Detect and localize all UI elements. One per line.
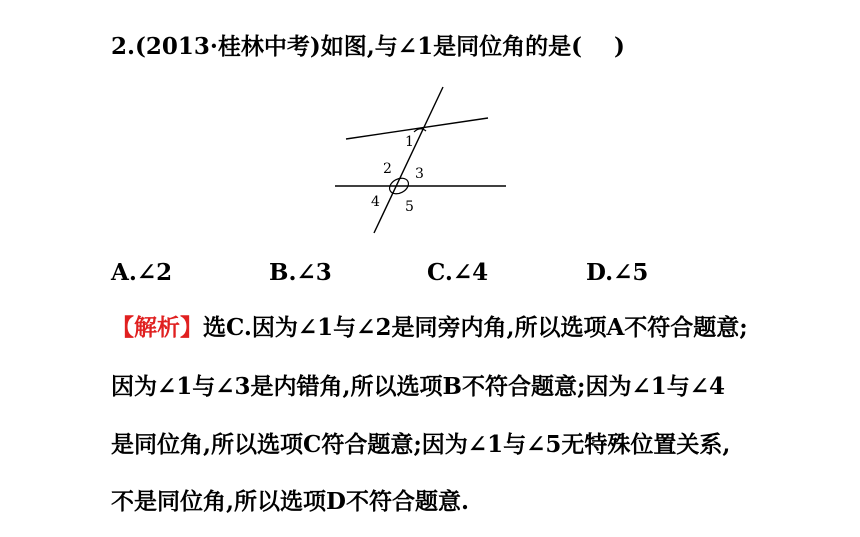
- explanation-line-3: 是同位角,所以选项C符合题意;因为∠1与∠5无特殊位置关系,: [111, 431, 731, 458]
- angle-label-4: 4: [371, 194, 380, 210]
- question-text: 2.(2013·桂林中考)如图,与∠1是同位角的是( ): [111, 33, 625, 60]
- option-b[interactable]: B.∠3: [269, 259, 332, 286]
- angle-label-2: 2: [383, 161, 392, 177]
- option-d[interactable]: D.∠5: [586, 259, 649, 286]
- angle-label-5: 5: [405, 199, 414, 215]
- angle-figure: [330, 82, 520, 242]
- upper-line: [346, 118, 488, 139]
- angle-label-3: 3: [415, 166, 424, 182]
- explanation-line-1: [111, 313, 748, 343]
- explanation-line-2: 因为∠1与∠3是内错角,所以选项B不符合题意;因为∠1与∠4: [111, 373, 726, 400]
- angle-label-1: 1: [405, 134, 414, 150]
- analysis-tag: 【解析】: [111, 314, 203, 341]
- explanation-line-4: 不是同位角,所以选项D不符合题意.: [111, 488, 469, 515]
- explanation-text-1: 选C.因为∠1与∠2是同旁内角,所以选项A不符合题意;: [203, 314, 748, 341]
- option-c[interactable]: C.∠4: [427, 259, 489, 286]
- option-a[interactable]: A.∠2: [111, 259, 173, 286]
